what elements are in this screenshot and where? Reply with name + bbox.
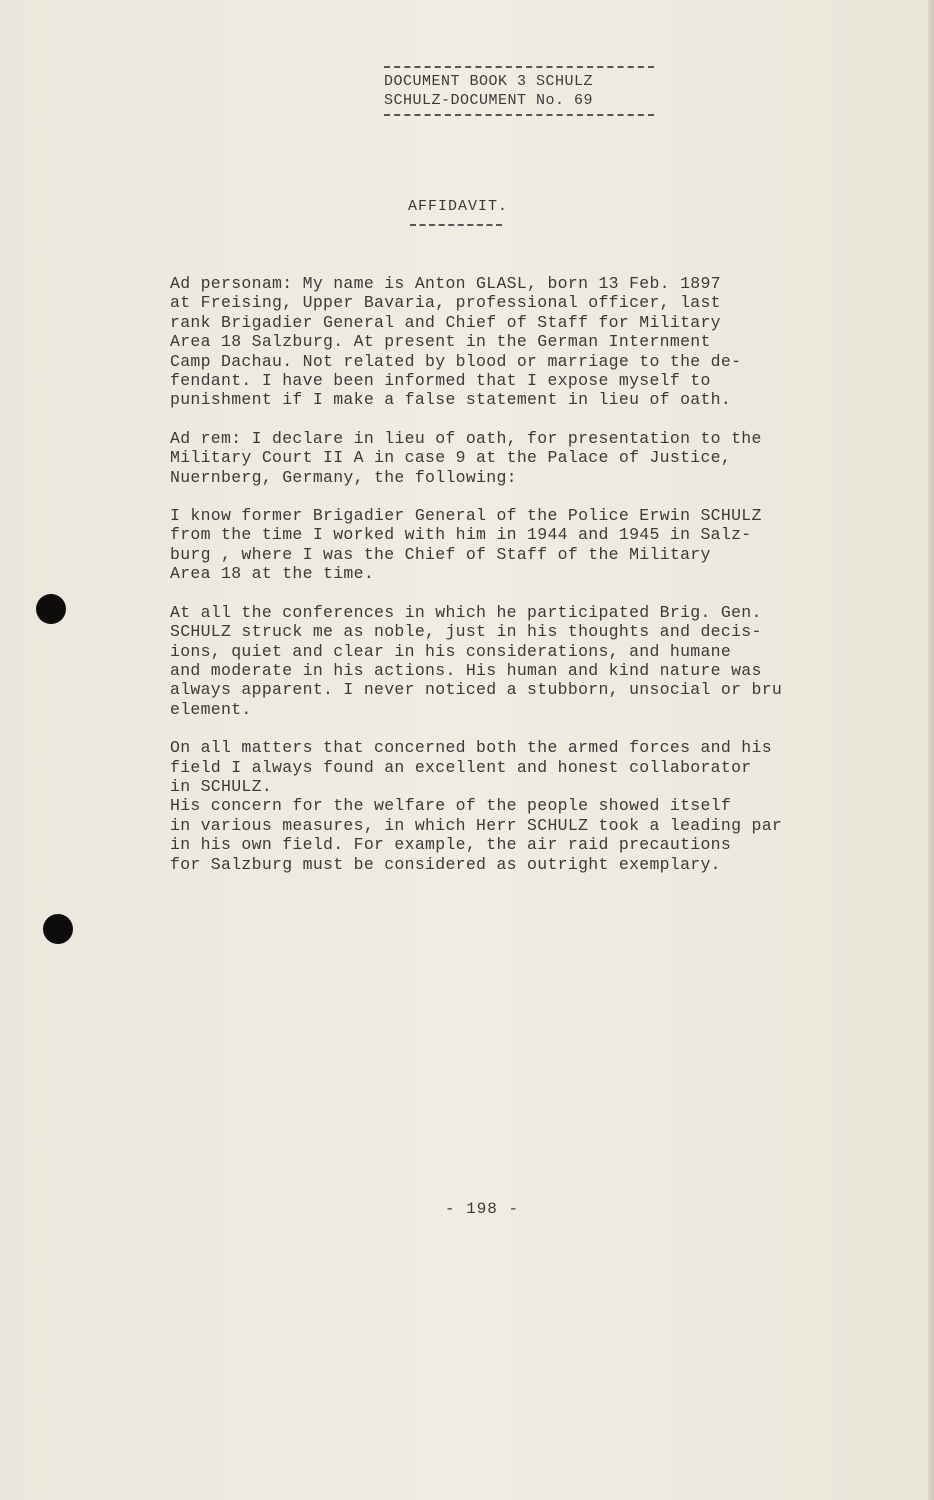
text-line: His concern for the welfare of the people showed itself [170, 796, 732, 816]
text-line: and moderate in his actions. His human and kind nature was [170, 660, 762, 680]
text-line: from the time I worked with him in 1944 and 1945 in Salz- [170, 525, 752, 545]
text-line: for Salzburg must be considered as outright exemplary. [170, 854, 721, 874]
text-line: I know former Brigadier General of the Police Erwin SCHULZ [170, 506, 762, 526]
paragraph [170, 796, 870, 874]
punch-hole-top [36, 594, 66, 624]
text-line: Nuernberg, Germany, the following: [170, 467, 517, 487]
paragraph [170, 506, 870, 584]
paragraph [170, 603, 870, 719]
paragraph [170, 738, 870, 796]
page-title: AFFIDAVIT. [408, 198, 509, 215]
text-line: fendant. I have been informed that I expose myself to [170, 371, 711, 391]
text-line: SCHULZ struck me as noble, just in his thoughts and decis- [170, 622, 762, 642]
text-line: rank Brigadier General and Chief of Staff for Military [170, 312, 721, 332]
text-line: always apparent. I never noticed a stubborn, unsocial or bru [170, 680, 783, 700]
paragraph [170, 274, 870, 410]
punch-hole-bottom [43, 914, 73, 944]
text-line: in SCHULZ. [170, 776, 273, 796]
text-line: On all matters that concerned both the armed forces and his [170, 738, 772, 758]
text-line: Area 18 Salzburg. At present in the German Internment [170, 332, 711, 352]
text-line: element. [170, 699, 252, 719]
text-line: in various measures, in which Herr SCHULZ took a leading par [170, 815, 783, 835]
text-line: Military Court II A in case 9 at the Palace of Justice, [170, 448, 732, 468]
paragraph [170, 429, 870, 487]
title-underline [410, 224, 502, 226]
header-bottom-rule [384, 114, 654, 116]
header-document-number: SCHULZ-DOCUMENT No. 69 [384, 92, 594, 109]
text-line: At all the conferences in which he participated Brig. Gen. [170, 602, 762, 622]
text-line: punishment if I make a false statement in lieu of oath. [170, 390, 732, 410]
text-line: in his own field. For example, the air raid precautions [170, 835, 732, 855]
page-number: - 198 - [444, 1200, 520, 1218]
text-line: Ad personam: My name is Anton GLASL, born 13 Feb. 1897 [170, 274, 721, 293]
text-line: Ad rem: I declare in lieu of oath, for presentation to the [170, 428, 762, 448]
text-line: Camp Dachau. Not related by blood or marriage to the de- [170, 351, 742, 371]
document-header [384, 62, 664, 120]
text-line: field I always found an excellent and honest collaborator [170, 757, 752, 777]
text-line: burg , where I was the Chief of Staff of the Military [170, 544, 711, 564]
text-line: at Freising, Upper Bavaria, professional officer, last [170, 293, 721, 313]
text-line: Area 18 at the time. [170, 564, 375, 584]
header-book-line: DOCUMENT BOOK 3 SCHULZ [384, 73, 594, 90]
affidavit-body [170, 274, 870, 893]
text-line: ions, quiet and clear in his considerations, and humane [170, 641, 732, 661]
page-edge [928, 0, 934, 1500]
header-top-rule [384, 66, 654, 68]
